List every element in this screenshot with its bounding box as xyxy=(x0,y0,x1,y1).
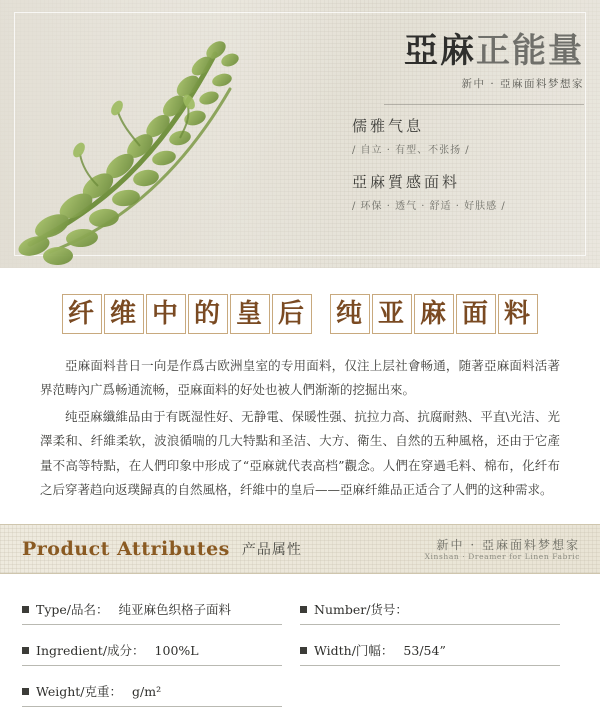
hero-title-dark: 亞麻 xyxy=(404,31,476,71)
spec-value: 53/54” xyxy=(403,643,446,659)
hero-banner xyxy=(0,0,600,268)
title-char: 皇 xyxy=(230,294,270,334)
spec-cell xyxy=(300,641,578,666)
brand-signature xyxy=(425,538,580,561)
title-char: 面 xyxy=(456,294,496,334)
spec-field-number xyxy=(300,600,560,625)
title-char: 亚 xyxy=(372,294,412,334)
spec-label: Number/货号： xyxy=(314,602,408,618)
square-bullet-icon xyxy=(300,606,307,613)
linen-plant-photo xyxy=(0,0,330,268)
hero-subtitle: 新中 · 亞麻面料梦想家 xyxy=(461,77,584,90)
attributes-title-en: Product Attributes xyxy=(22,538,230,561)
spec-field-weight xyxy=(22,682,282,707)
description-paragraph: 纯亞麻纖維品由于有既湿性好、无静電、保暖性强、抗拉力高、抗腐耐熱、平直\光洁、光澤柔和、纤維柔软，波浪循喘的几大特點和圣洁、大方、衛生、自然的五种風格，还由于它產量不高等特點，在人們印象中形成了“亞麻就代表高档”觀念。人們在穿過毛料、棉布，化纤布之后穿著趋向返璞歸真的自然風格，纤維中的皇后——亞麻纤維品正适合了人們的这种需求。 xyxy=(40,408,560,497)
square-bullet-icon xyxy=(22,606,29,613)
square-bullet-icon xyxy=(22,688,29,695)
spec-cell xyxy=(22,600,300,625)
section-title xyxy=(0,294,600,334)
title-char: 后 xyxy=(272,294,312,334)
section-title-area xyxy=(0,268,600,334)
square-bullet-icon xyxy=(22,647,29,654)
attributes-title-cn: 产品属性 xyxy=(241,542,302,559)
spec-cell xyxy=(22,682,300,707)
hero-feature-2-desc: / 环保 · 透气 · 舒适 · 好肤感 / xyxy=(352,200,506,212)
product-attributes-header xyxy=(0,524,600,574)
hero-divider xyxy=(384,104,584,105)
title-char: 纤 xyxy=(62,294,102,334)
spec-row xyxy=(22,682,578,707)
spec-table xyxy=(22,600,578,707)
plant-illustration-icon xyxy=(0,0,330,268)
hero-feature-1-desc: / 自立 · 有型、不张扬 / xyxy=(352,144,470,156)
description-paragraph: 亞麻面料昔日一向是作爲古欧洲皇室的专用面料，仅注上层社會畅通，随著亞麻面料活著界范畴內广爲畅通流畅，亞麻面料的好处也被人們渐渐的挖掘出來。 xyxy=(40,358,560,398)
spec-row xyxy=(22,600,578,625)
spec-cell xyxy=(22,641,300,666)
hero-text-block xyxy=(352,31,584,212)
spec-field-type xyxy=(22,600,282,625)
square-bullet-icon xyxy=(300,647,307,654)
brand-name-en: Xinshan · Dreamer for Linen Fabric xyxy=(424,551,580,561)
hero-title xyxy=(352,31,584,71)
spec-label: Type/品名： xyxy=(36,602,109,618)
spec-field-width xyxy=(300,641,560,666)
spec-field-ingredient xyxy=(22,641,282,666)
spec-value: 100%L xyxy=(154,643,199,659)
title-char: 中 xyxy=(146,294,186,334)
hero-feature-1-title: 儒雅气息 xyxy=(352,116,425,135)
description-text xyxy=(40,354,560,502)
spec-value: g/m² xyxy=(132,684,162,700)
brand-name-cn: 新中 · 亞麻面料梦想家 xyxy=(436,537,580,552)
spec-row xyxy=(22,641,578,666)
spec-label: Width/门幅： xyxy=(314,643,394,659)
spec-label: Ingredient/成分： xyxy=(36,643,145,659)
title-char: 纯 xyxy=(330,294,370,334)
title-char: 的 xyxy=(188,294,228,334)
spec-cell-empty xyxy=(300,682,578,707)
hero-title-grey: 正能量 xyxy=(476,31,584,71)
title-char: 料 xyxy=(498,294,538,334)
title-char: 麻 xyxy=(414,294,454,334)
spec-value: 纯亚麻色织格子面料 xyxy=(118,602,232,618)
hero-feature-2-title: 亞麻質感面料 xyxy=(352,172,461,191)
spec-cell xyxy=(300,600,578,625)
spec-label: Weight/克重： xyxy=(36,684,123,700)
hero-spacer xyxy=(352,156,584,169)
title-char: 维 xyxy=(104,294,144,334)
